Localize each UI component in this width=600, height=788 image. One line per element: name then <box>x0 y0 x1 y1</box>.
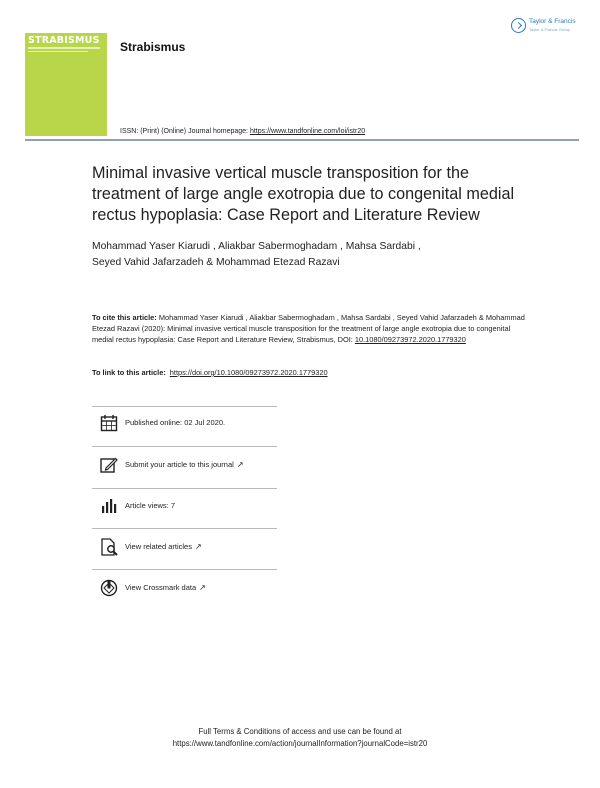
cover-decoration <box>28 47 100 49</box>
divider <box>92 406 277 407</box>
article-views-label: Article views: 7 <box>125 501 176 510</box>
related-articles-link[interactable]: View related articles ↗ <box>125 542 202 551</box>
article-doi-url[interactable]: https://doi.org/10.1080/09273972.2020.1779320 <box>169 368 328 377</box>
article-title: Minimal invasive vertical muscle transposition for the treatment of large angle exotropia due to congenital medial rectus hypoplasia: Case Report and Literature Review <box>92 164 515 224</box>
divider <box>92 528 277 529</box>
issn-text: ISSN: (Print) (Online) Journal homepage: <box>120 128 250 135</box>
journal-homepage-link[interactable]: https://www.tandfonline.com/loi/istr20 <box>249 128 366 135</box>
article-link-label: To link to this article: <box>92 368 166 377</box>
divider <box>92 488 277 489</box>
bar-chart-icon <box>100 497 118 515</box>
journal-cover <box>25 33 107 136</box>
edit-icon <box>100 456 118 474</box>
footer-terms: Full Terms & Conditions of access and use can be found at <box>198 727 402 736</box>
divider <box>92 569 277 570</box>
crossmark-link[interactable]: View Crossmark data ↗ <box>125 583 206 592</box>
authors-line-2: Seyed Vahid Jafarzadeh & Mohammad Etezad Razavi <box>92 257 340 268</box>
divider <box>92 446 277 447</box>
header-divider <box>25 139 579 141</box>
article-link-line <box>92 368 328 377</box>
external-link-icon: ↗ <box>199 583 206 592</box>
citation-block <box>92 312 532 346</box>
journal-name: Strabismus <box>120 40 186 54</box>
document-search-icon <box>100 538 118 556</box>
citation-label: To cite this article: <box>92 313 157 322</box>
article-authors <box>92 239 522 271</box>
publisher-name: Taylor & Francis <box>529 18 576 25</box>
publisher-logo[interactable] <box>511 16 583 38</box>
external-link-icon: ↗ <box>194 542 202 551</box>
publisher-logo-icon <box>511 18 526 33</box>
submit-article-link[interactable]: Submit your article to this journal ↗ <box>125 460 244 469</box>
authors-line-1: Mohammad Yaser Kiarudi , Aliakbar Sabermoghadam , Mahsa Sardabi , <box>92 241 421 252</box>
publisher-tagline: Taylor & Francis Group <box>529 27 570 32</box>
footer-url[interactable]: https://www.tandfonline.com/action/journalInformation?journalCode=istr20 <box>172 739 428 748</box>
published-online-label: Published online: 02 Jul 2020. <box>125 418 226 427</box>
calendar-icon <box>100 414 118 432</box>
doi-link[interactable]: 10.1080/09273972.2020.1779320 <box>354 335 466 345</box>
cover-decoration <box>28 51 88 52</box>
external-link-icon: ↗ <box>236 460 244 469</box>
crossmark-icon <box>100 579 118 597</box>
cover-title: STRABISMUS <box>28 35 100 46</box>
citation-text: Mohammad Yaser Kiarudi , Aliakbar Sabermoghadam , Mahsa Sardabi , Seyed Vahid Jafarzadeh & Mohammad Etezad Razavi (2020): Minimal invasive vertical muscle transposition for the treatment of large angle exotropia due to congenital medial rectus hypoplasia: Case Report and Literature Review, Strabismus, DOI: <box>92 313 525 345</box>
issn-line <box>120 128 365 135</box>
